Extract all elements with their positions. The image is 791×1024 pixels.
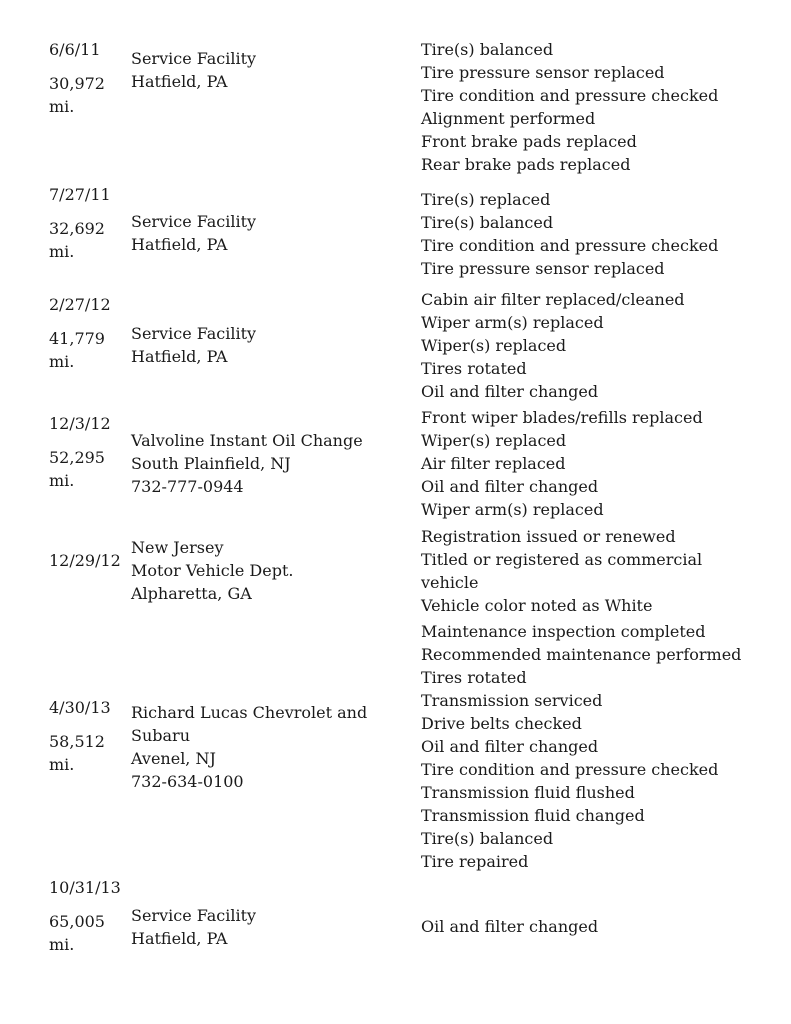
record-facility <box>131 904 411 950</box>
mileage-unit: mi. <box>49 755 75 774</box>
record-date-column <box>49 183 127 263</box>
record-date: 7/27/11 <box>49 185 111 204</box>
record-mileage <box>49 730 127 776</box>
record-mileage <box>49 910 127 956</box>
service-item: Oil and filter changed <box>421 917 599 936</box>
service-item: Tires rotated <box>421 668 527 687</box>
service-item: Wiper(s) replaced <box>421 431 567 450</box>
record-date-column <box>49 38 127 118</box>
mileage-unit: mi. <box>49 935 75 954</box>
service-item: Transmission fluid changed <box>421 806 645 825</box>
record-date-column <box>49 412 127 492</box>
service-item: Tire(s) balanced <box>421 213 554 232</box>
service-item: Vehicle color noted as White <box>421 596 653 615</box>
record-date: 12/3/12 <box>49 414 111 433</box>
record-mileage <box>49 217 127 263</box>
service-item: Registration issued or renewed <box>421 527 676 546</box>
mileage-value: 32,692 <box>49 219 105 238</box>
record-services <box>421 620 781 873</box>
mileage-unit: mi. <box>49 242 75 261</box>
service-item: Transmission serviced <box>421 691 603 710</box>
mileage-value: 52,295 <box>49 448 105 467</box>
service-item: Tire condition and pressure checked <box>421 236 719 255</box>
facility-line: Hatfield, PA <box>131 235 228 254</box>
service-item: Tire pressure sensor replaced <box>421 63 665 82</box>
mileage-unit: mi. <box>49 97 75 116</box>
record-facility <box>131 210 411 256</box>
record-services <box>421 288 781 403</box>
service-item: Oil and filter changed <box>421 737 599 756</box>
record-services <box>421 915 781 938</box>
record-facility <box>131 47 411 93</box>
record-date-column <box>49 696 127 776</box>
facility-line: Hatfield, PA <box>131 347 228 366</box>
facility-phone: 732-777-0944 <box>131 477 244 496</box>
service-item: Oil and filter changed <box>421 382 599 401</box>
mileage-value: 30,972 <box>49 74 105 93</box>
facility-line: Valvoline Instant Oil Change <box>131 431 363 450</box>
service-item: Wiper(s) replaced <box>421 336 567 355</box>
facility-line: Service Facility <box>131 212 257 231</box>
record-date: 2/27/12 <box>49 295 111 314</box>
service-item: Tire condition and pressure checked <box>421 760 719 779</box>
facility-line: Avenel, NJ <box>131 749 216 768</box>
facility-line: Service Facility <box>131 49 257 68</box>
facility-phone: 732-634-0100 <box>131 772 244 791</box>
service-item: Recommended maintenance performed <box>421 645 742 664</box>
record-facility <box>131 701 411 793</box>
record-date-column <box>49 876 127 956</box>
service-item: Tire repaired <box>421 852 529 871</box>
service-item: Drive belts checked <box>421 714 582 733</box>
record-date-column <box>49 549 127 572</box>
service-item: Wiper arm(s) replaced <box>421 313 604 332</box>
service-item: Titled or registered as commercial vehicle <box>421 550 703 592</box>
record-facility <box>131 322 411 368</box>
facility-line: Hatfield, PA <box>131 72 228 91</box>
record-services <box>421 188 781 280</box>
record-services <box>421 38 781 176</box>
service-item: Tire pressure sensor replaced <box>421 259 665 278</box>
record-facility <box>131 536 411 605</box>
record-mileage <box>49 327 127 373</box>
mileage-value: 65,005 <box>49 912 105 931</box>
record-services <box>421 525 781 617</box>
facility-line: Alpharetta, GA <box>131 584 252 603</box>
mileage-unit: mi. <box>49 471 75 490</box>
service-item: Tire(s) balanced <box>421 829 554 848</box>
service-item: Tire(s) balanced <box>421 40 554 59</box>
record-date: 12/29/12 <box>49 551 121 570</box>
record-mileage <box>49 446 127 492</box>
service-item: Tires rotated <box>421 359 527 378</box>
service-item: Transmission fluid flushed <box>421 783 635 802</box>
facility-line: Service Facility <box>131 906 257 925</box>
record-date: 6/6/11 <box>49 40 101 59</box>
service-item: Air filter replaced <box>421 454 566 473</box>
service-item: Cabin air filter replaced/cleaned <box>421 290 685 309</box>
service-item: Front wiper blades/refills replaced <box>421 408 703 427</box>
facility-line: Motor Vehicle Dept. <box>131 561 294 580</box>
service-item: Wiper arm(s) replaced <box>421 500 604 519</box>
record-mileage <box>49 72 127 118</box>
service-item: Tire condition and pressure checked <box>421 86 719 105</box>
service-item: Alignment performed <box>421 109 596 128</box>
facility-line: Hatfield, PA <box>131 929 228 948</box>
facility-line: Service Facility <box>131 324 257 343</box>
service-item: Maintenance inspection completed <box>421 622 706 641</box>
facility-line: South Plainfield, NJ <box>131 454 291 473</box>
record-date: 4/30/13 <box>49 698 111 717</box>
mileage-value: 58,512 <box>49 732 105 751</box>
record-date-column <box>49 293 127 373</box>
service-item: Tire(s) replaced <box>421 190 551 209</box>
facility-line: New Jersey <box>131 538 224 557</box>
record-services <box>421 406 781 521</box>
mileage-unit: mi. <box>49 352 75 371</box>
mileage-value: 41,779 <box>49 329 105 348</box>
facility-line: Richard Lucas Chevrolet and Subaru <box>131 703 368 745</box>
record-date: 10/31/13 <box>49 878 121 897</box>
record-facility <box>131 429 411 498</box>
service-item: Front brake pads replaced <box>421 132 637 151</box>
service-item: Oil and filter changed <box>421 477 599 496</box>
service-item: Rear brake pads replaced <box>421 155 631 174</box>
